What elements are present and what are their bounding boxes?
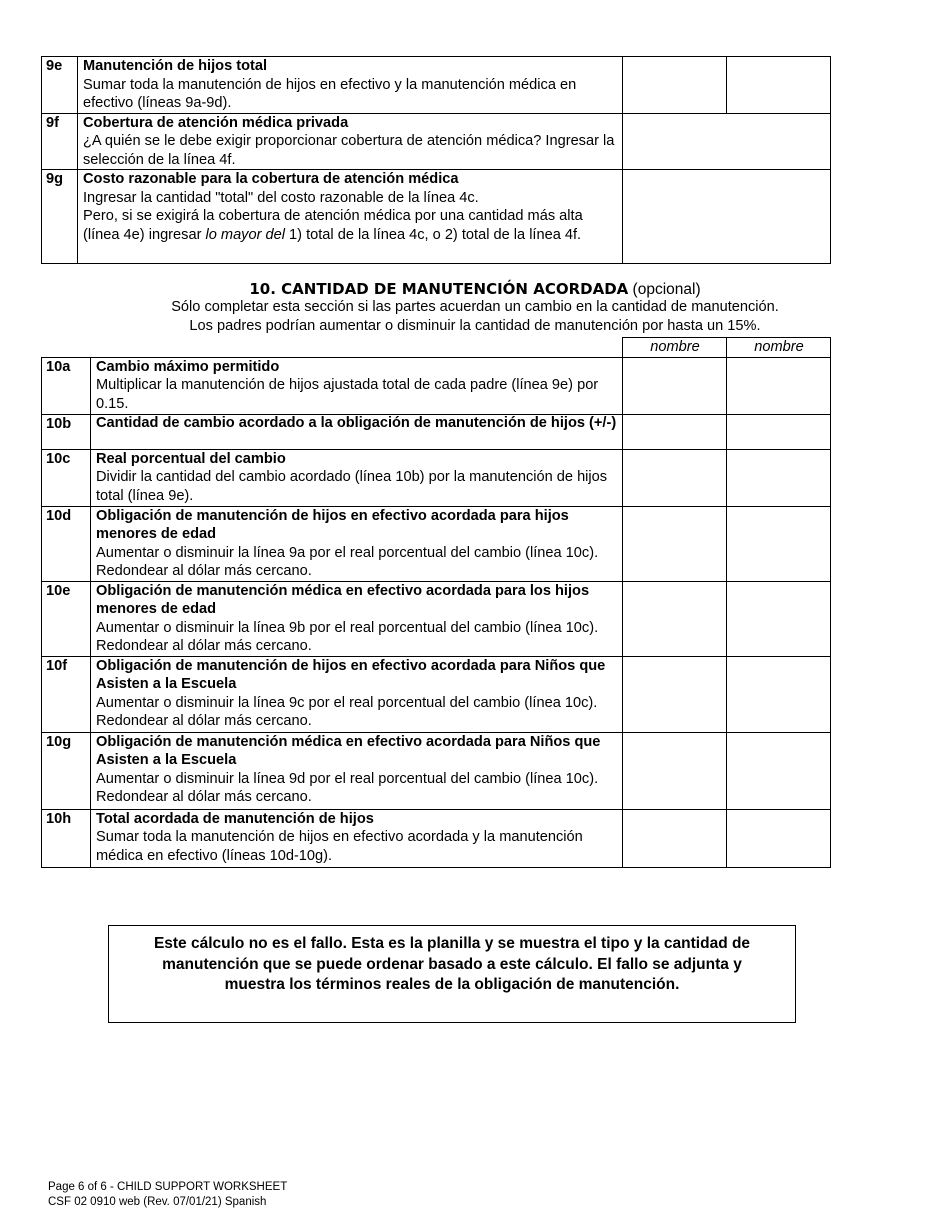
line-description [91, 656, 623, 732]
entry-cell[interactable] [727, 506, 831, 581]
line-description [78, 57, 623, 114]
entry-cell[interactable] [727, 656, 831, 732]
line-title: Total acordada de manutención de hijos [96, 810, 374, 827]
line-number: 10c [42, 449, 91, 506]
table-row [42, 732, 831, 809]
table-row [42, 506, 831, 581]
line-instructions: Aumentar o disminuir la línea 9d por el real porcentual del cambio (línea 10c). Redondear al dólar más cercano. [96, 770, 599, 805]
entry-cell[interactable] [623, 170, 831, 264]
line-number: 9e [42, 57, 78, 114]
entry-cell[interactable] [623, 581, 727, 656]
table-row [42, 113, 831, 170]
section-subtitle-2: Los padres podrían aumentar o disminuir la cantidad de manutención por hasta un 15%. [189, 318, 761, 334]
table-row [42, 581, 831, 656]
disclaimer-notice: Este cálculo no es el fallo. Esta es la planilla y se muestra el tipo y la cantidad de manutención que se puede ordenar basado a este cálculo. El fallo se adjunta y muestra los términos reales de la obligación de manutención. [108, 925, 796, 1023]
line-title: Obligación de manutención de hijos en efectivo acordada para Niños que Asisten a la Escuela [96, 657, 606, 692]
line-title: Manutención de hijos total [83, 58, 268, 74]
entry-cell[interactable] [623, 656, 727, 732]
column-header-parent-1: nombre [623, 338, 727, 358]
table-row [42, 170, 831, 264]
line-number: 10e [42, 581, 91, 656]
worksheet-table-section-9 [41, 56, 831, 264]
line-instructions: Aumentar o disminuir la línea 9a por el real porcentual del cambio (línea 10c). Redondear al dólar más cercano. [96, 544, 599, 579]
entry-cell[interactable] [623, 732, 727, 809]
emphasis-text: lo mayor del [205, 226, 285, 243]
line-instructions: Ingresar la cantidad "total" del costo razonable de la línea 4c. [83, 189, 479, 206]
line-number: 10h [42, 809, 91, 867]
worksheet-table-section-10 [41, 337, 831, 868]
line-title: Costo razonable para la cobertura de atención médica [83, 171, 459, 187]
line-number: 9f [42, 113, 78, 170]
table-row [42, 809, 831, 867]
footer-form-id: CSF 02 0910 web (Rev. 07/01/21) Spanish [48, 1196, 267, 1208]
line-description [91, 506, 623, 581]
line-description [91, 581, 623, 656]
line-number: 10f [42, 656, 91, 732]
line-number: 10b [42, 414, 91, 449]
page-footer [48, 1180, 287, 1210]
entry-cell[interactable] [623, 809, 727, 867]
line-title: Obligación de manutención de hijos en efectivo acordada para hijos menores de edad [96, 507, 569, 542]
line-description [78, 170, 623, 264]
line-instructions: Dividir la cantidad del cambio acordado (línea 10b) por la manutención de hijos total (línea 9e). [96, 469, 608, 504]
table-row [42, 449, 831, 506]
line-instructions: Aumentar o disminuir la línea 9b por el real porcentual del cambio (línea 10c). Redondear al dólar más cercano. [96, 619, 599, 654]
entry-cell[interactable] [623, 414, 727, 449]
line-title: Cambio máximo permitido [96, 358, 280, 375]
line-number: 9g [42, 170, 78, 264]
entry-cell[interactable] [623, 449, 727, 506]
table-row [42, 656, 831, 732]
line-title: Obligación de manutención médica en efectivo acordada para los hijos menores de edad [96, 582, 590, 617]
entry-cell[interactable] [727, 809, 831, 867]
entry-cell[interactable] [727, 449, 831, 506]
column-header-parent-2: nombre [727, 338, 831, 358]
entry-cell[interactable] [727, 414, 831, 449]
line-number: 10d [42, 506, 91, 581]
line-instructions-2: Pero, si se exigirá la cobertura de atención médica por una cantidad más alta (línea 4e) ingresar lo mayor del 1) total de la línea 4c, o 2) total de la línea 4f. [83, 208, 583, 243]
line-title: Obligación de manutención médica en efectivo acordada para Niños que Asisten a la Escuela [96, 733, 601, 768]
entry-cell[interactable] [727, 732, 831, 809]
entry-cell[interactable] [727, 581, 831, 656]
line-instructions: ¿A quién se le debe exigir proporcionar cobertura de atención médica? Ingresar la selección de la línea 4f. [83, 133, 615, 168]
table-row [42, 57, 831, 114]
line-number: 10g [42, 732, 91, 809]
footer-page-info: Page 6 of 6 - CHILD SUPPORT WORKSHEET [48, 1181, 288, 1193]
column-header-row [42, 338, 831, 358]
line-number: 10a [42, 357, 91, 414]
entry-cell[interactable] [623, 506, 727, 581]
line-instructions: Sumar toda la manutención de hijos en efectivo acordada y la manutención médica en efectivo (líneas 10d-10g). [96, 829, 583, 864]
line-title: Cobertura de atención médica privada [83, 114, 349, 131]
line-instructions: Multiplicar la manutención de hijos ajustada total de cada padre (línea 9e) por 0.15. [96, 377, 599, 412]
section-title: 10. CANTIDAD DE MANUTENCIÓN ACORDADA (opcional) [249, 280, 701, 298]
line-title: Real porcentual del cambio [96, 450, 286, 467]
line-title: Cantidad de cambio acordado a la obligación de manutención de hijos (+/-) [96, 414, 617, 431]
line-instructions: Sumar toda la manutención de hijos en efectivo y la manutención médica en efectivo (líneas 9a-9d). [83, 76, 577, 111]
section-subtitle: Sólo completar esta sección si las partes acuerdan un cambio en la cantidad de manutención. [171, 299, 779, 315]
line-description [91, 414, 623, 449]
line-description [91, 732, 623, 809]
line-description [91, 357, 623, 414]
entry-cell[interactable] [727, 57, 831, 114]
entry-cell[interactable] [623, 57, 727, 114]
line-instructions: Aumentar o disminuir la línea 9c por el real porcentual del cambio (línea 10c). Redondear al dólar más cercano. [96, 694, 598, 729]
table-row [42, 414, 831, 449]
entry-cell[interactable] [623, 113, 831, 170]
entry-cell[interactable] [727, 357, 831, 414]
entry-cell[interactable] [623, 357, 727, 414]
line-description [91, 809, 623, 867]
line-description [91, 449, 623, 506]
table-row [42, 357, 831, 414]
line-description [78, 113, 623, 170]
